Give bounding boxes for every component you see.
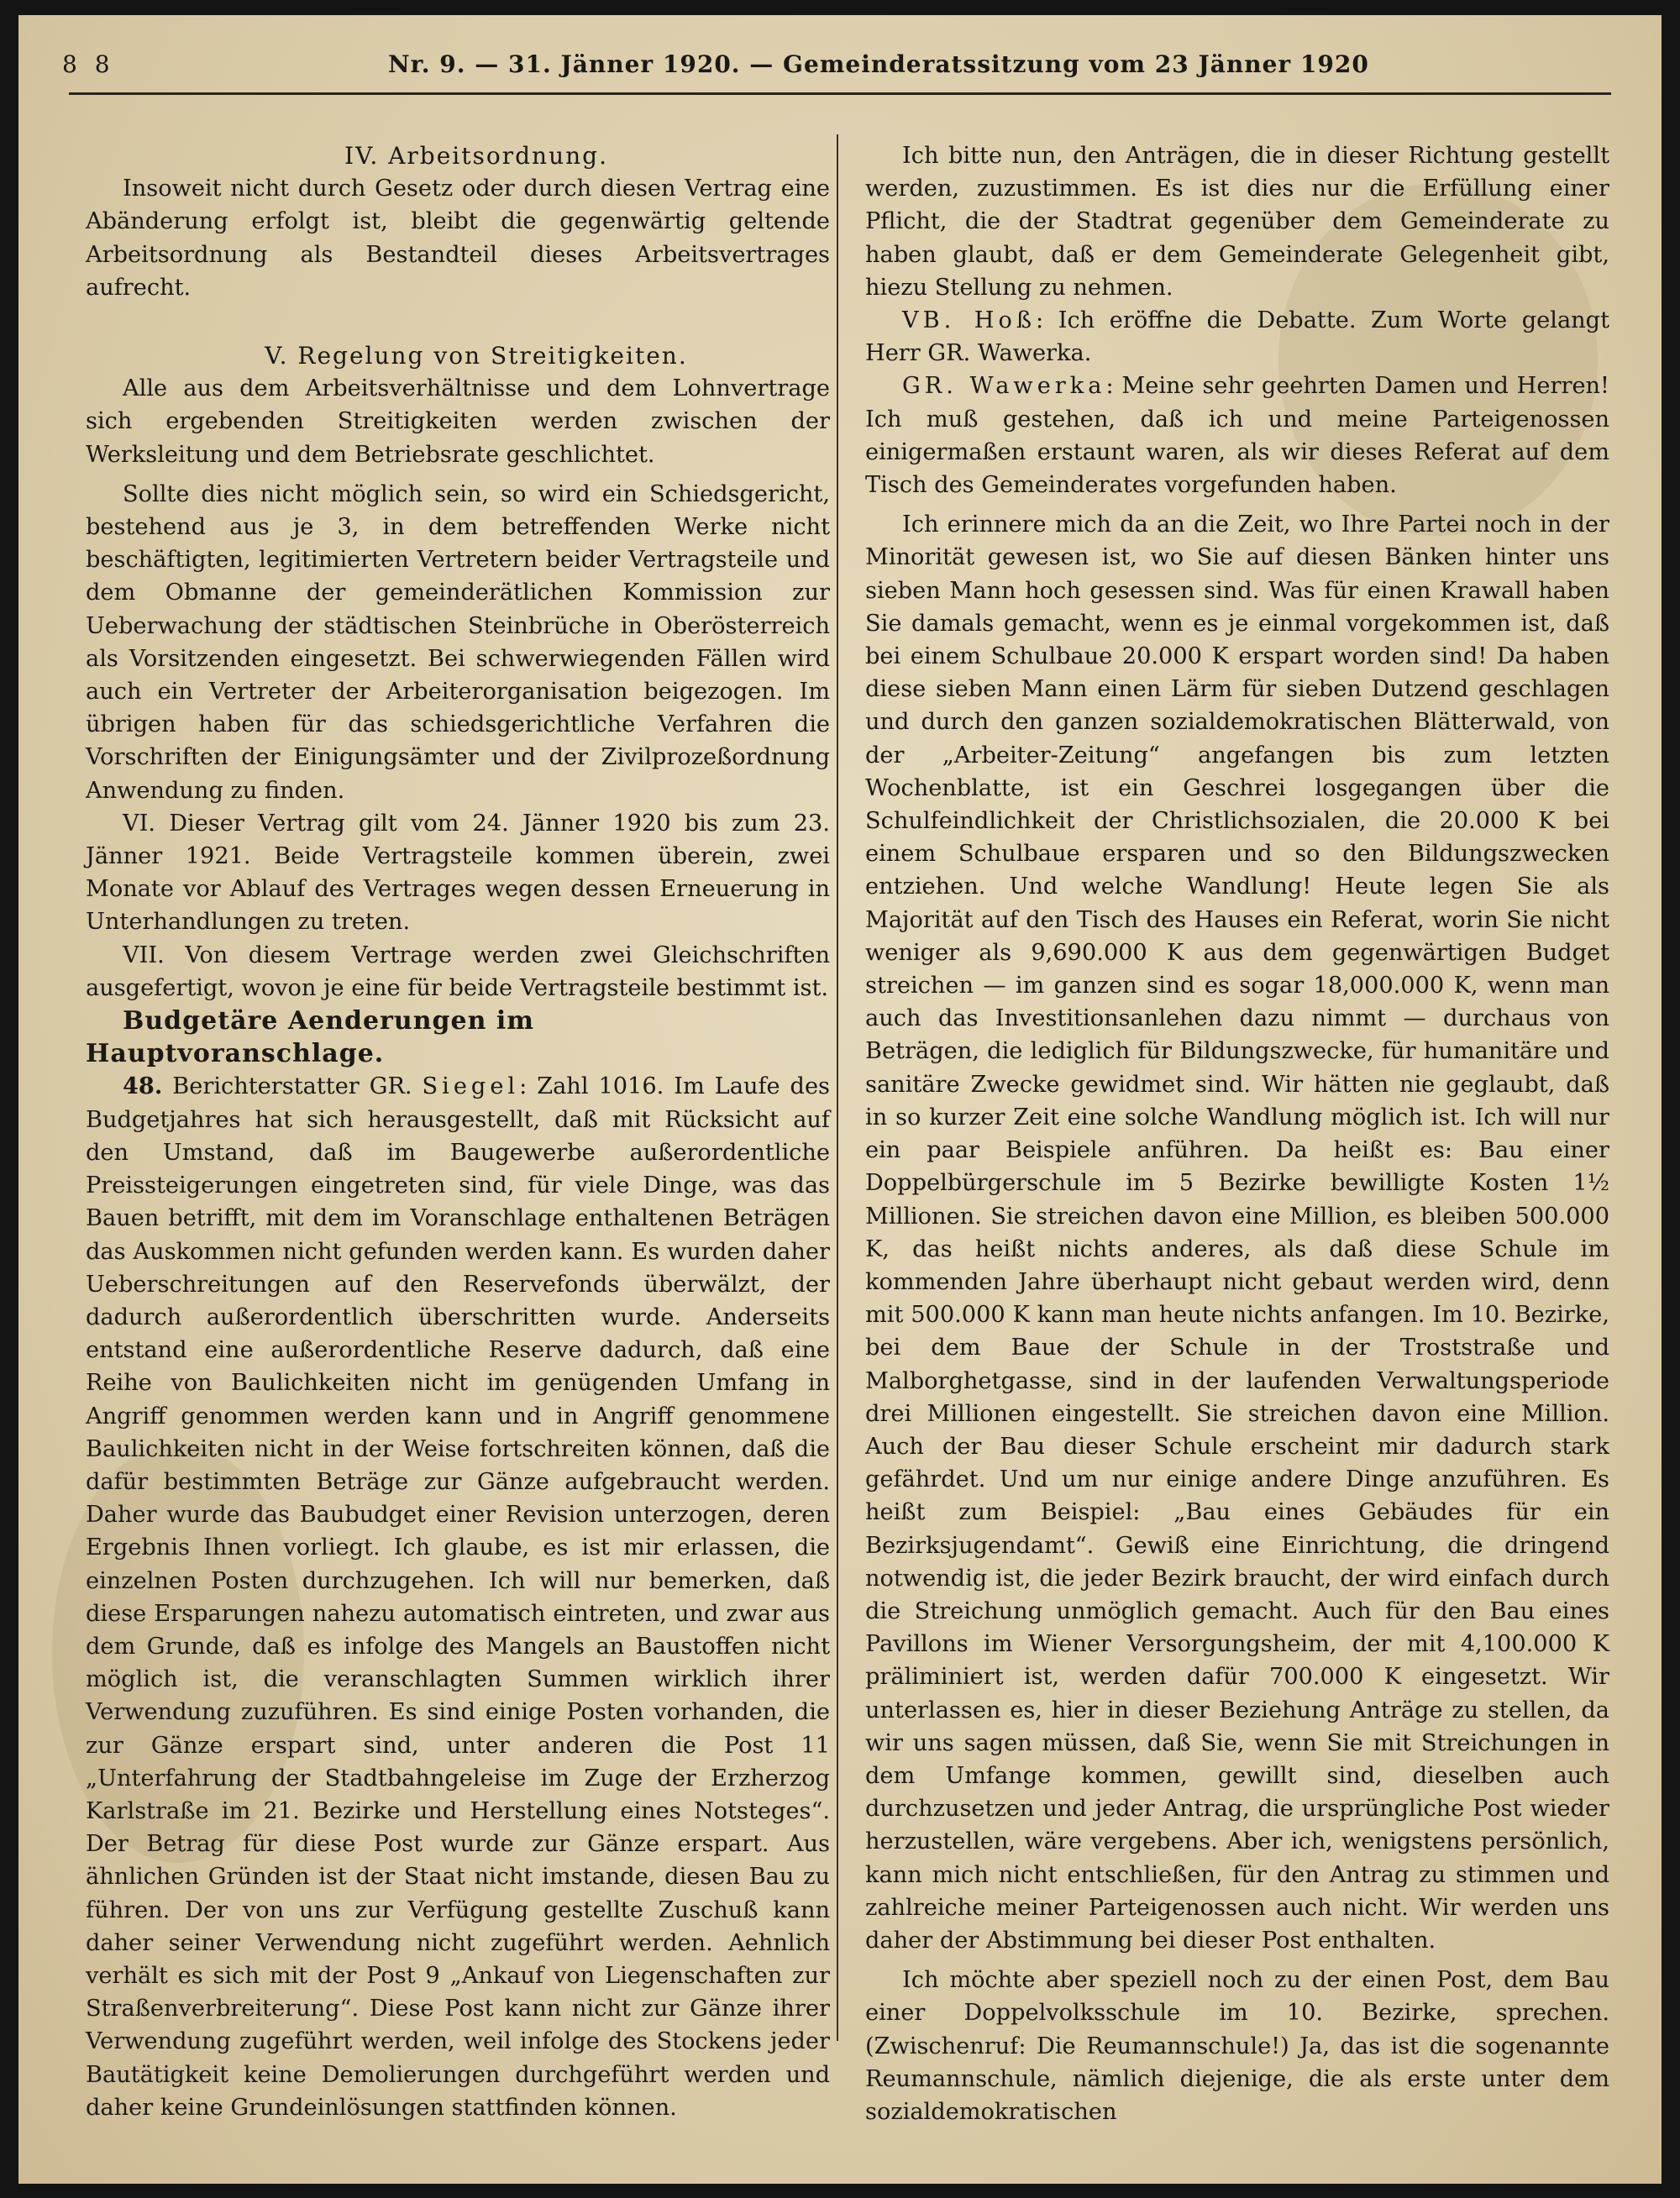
section-v-title: V. Regelung von Streitigkeiten. [265,342,688,370]
header-rule [69,92,1611,95]
section-vi-text: VI. Dieser Vertrag gilt vom 24. Jänner 1920 bis zum 23. Jänner 1921. Beide Vertragsteile kommen überein, zwei Monate vor Ablauf des Vertrages wegen dessen Erneuerung in Unterhandlungen zu treten. [86,810,830,936]
right-column [865,139,1609,2128]
right-paragraph-4: Ich erinnere mich da an die Zeit, wo Ihre Partei noch in der Minorität gewesen ist, wo Sie auf diesen Bänken hinter uns sieben Mann hoch gesessen sind. Was für einen Krawall haben Sie damals gemacht, wenn es je einmal vorgekommen ist, daß bei einem Schulbaue 20.000 K erspart worden sind! Da haben diese sieben Mann einen Lärm für sieben Dutzend geschlagen und durch den ganzen sozialdemokratischen Blätterwald, von der „Arbeiter-Zeitung“ angefangen bis zum letzten Wochenblatte, ist ein Geschrei losgegangen über die Schulfeindlichkeit der Christlichsozialen, die 20.000 K bei einem Schulbaue ersparen und so den Bildungszwecken entziehen. Und welche Wandlung! Heute legen Sie als Majorität auf den Tisch des Hauses ein Referat, worin Sie nicht weniger als 9,690.000 K aus dem gegenwärtigen Budget streichen — im ganzen sind es sogar 18,000.000 K, wenn man auch das Investitionsanlehen dazu nimmt — durchaus von Beträgen, die lediglich für Bildungszwecke, für humanitäre und sanitäre Zwecke gewidmet sind. Wir hätten nie geglaubt, daß in so kurzer Zeit eine solche Wandlung möglich ist. Ich will nur ein paar Beispiele anführen. Da heißt es: Bau einer Doppelbürgerschule im 5 Bezirke bewilligte Kosten 1½ Millionen. Sie streichen davon eine Million, es bleiben 500.000 K, das heißt nichts anderes, als daß diese Schule im kommenden Jahre überhaupt nicht gebaut werden wird, denn mit 500.000 K kann man heute nichts anfangen. Im 10. Bezirke, bei dem Baue der Schule in der Troststraße und Malborghetgasse, sind in der laufenden Verwaltungsperiode drei Millionen eingestellt. Sie streichen davon eine Million. Auch der Bau dieser Schule erscheint mir dadurch stark gefährdet. Und um nur einige andere Dinge anzuführen. Es heißt zum Beispiel: „Bau eines Gebäudes für ein Bezirksjugendamt“. Gewiß eine Einrichtung, die dringend notwendig ist, die jeder Bezirk braucht, der wird einfach durch die Streichung unmöglich gemacht. Auch für den Bau eines Pavillons im Wiener Versorgungsheim, der mit 4,100.000 K präliminiert ist, werden dafür 700.000 K eingesetzt. Wir unterlassen es, hier in dieser Beziehung Anträge zu stellen, da wir uns sagen müssen, daß Sie, wenn Sie mit Streichungen in dem Umfange kommen, gewillt sind, dieselben auch durchzusetzen und jeder Antrag, die ursprüngliche Post wieder herzustellen, wäre vergebens. Aber ich, wenigstens persönlich, kann mich nicht entschließen, für den Antrag zu stimmen und zahlreiche meiner Parteigenossen auch nicht. Wir werden uns daher der Abstimmung bei dieser Post enthalten. [865,511,1609,1954]
speech-text: : Meine sehr geehrten Damen und Herren! Ich muß gestehen, daß ich und meine Parteigenossen einigermaßen erstaunt waren, als wir dieses Referat auf dem Tisch des Gemeinderates vorgefunden haben. [865,373,1609,499]
left-column [86,139,830,2124]
item-48-paragraph [86,1070,830,2124]
right-paragraph-1: Ich bitte nun, den Anträgen, die in dieser Richtung gestellt werden, zuzustimmen. Es ist dies nur die Erfüllung einer Pflicht, die der Stadtrat gegenüber dem Gemeinderate zu haben glaubt, daß er dem Gemeinderate Gelegenheit gibt, hiezu Stellung zu nehmen. [865,143,1609,301]
speaker-name: GR. Wawerka [902,373,1106,400]
page-number: 8 8 [62,50,115,78]
right-paragraph-3 [865,370,1609,501]
section-iv-text: Insoweit nicht durch Gesetz oder durch diesen Vertrag eine Abänderung erfolgt ist, bleibt die gegenwärtig geltende Arbeitsordnung als Bestandteil dieses Arbeitsvertrages aufrecht. [86,176,830,301]
speaker-name: VB. Hoß [902,307,1037,334]
budget-heading: Budgetäre Aenderungen im Hauptvoranschlage. [86,1006,534,1069]
section-gap [86,304,830,339]
paragraph-gap [86,471,830,478]
item-intro: Berichterstatter GR. [162,1073,423,1100]
item-text: : Zahl 1016. Im Laufe des Budgetjahres hat sich herausgestellt, daß mit Rücksicht auf den Umstand, daß im Baugewerbe außerordentliche Preissteigerungen eingetreten sind, für viele Dinge, was das Bauen betrifft, mit dem im Voranschlage enthaltenen Beträgen das Auskommen nicht gefunden werden kann. Es wurden daher Ueberschreitungen auf den Reservefonds überwälzt, der dadurch außerordentlich überschritten wurde. Anderseits entstand eine außerordentliche Reserve dadurch, daß eine Reihe von Baulichkeiten nicht im genügenden Umfang in Angriff genommen werden kann und in Angriff genommene Baulichkeiten nicht in der Weise fortschreiten können, daß die dafür bestimmten Beträge zur Gänze aufgebraucht werden. Daher wurde das Baubudget einer Revision unterzogen, deren Ergebnis Ihnen vorliegt. Ich glaube, es ist mir erlassen, die einzelnen Posten durchzugehen. Ich will nur bemerken, daß diese Ersparungen nahezu automatisch eintreten, und zwar aus dem Grunde, daß es infolge des Mangels an Baustoffen nicht möglich ist, die veranschlagten Summen wirklich ihrer Verwendung zuzuführen. Es sind einige Posten vorhanden, die zur Gänze erspart sind, unter anderen die Post 11 „Unterfahrung der Stadtbahngeleise im Zuge der Erzherzog Karlstraße im 21. Bezirke und Herstellung eines Notsteges“. Der Betrag für diese Post wurde zur Gänze erspart. Aus ähnlichen Gründen ist der Staat nicht imstande, diesen Bau zu führen. Der von uns zur Verfügung gestellte Zuschuß kann daher seiner Verwendung nicht zugeführt werden. Aehnlich verhält es sich mit der Post 9 „Ankauf von Liegenschaften zur Straßenverbreiterung“. Diese Post kann nicht zur Gänze ihrer Verwendung zugeführt werden, weil infolge des Stockens jeder Bautätigkeit keine Demolierungen durchgeführt werden und daher keine Grundeinlösungen stattfinden können. [86,1073,830,2121]
section-v-paragraph-2: Sollte dies nicht möglich sein, so wird ein Schiedsgericht, bestehend aus je 3, in dem betreffenden Werke nicht beschäftigten, legitimierten Vertretern beider Vertragsteile und dem Obmanne der gemeinderätlichen Kommission zur Ueberwachung der städtischen Steinbrüche in Oberösterreich als Vorsitzenden eingesetzt. Bei schwerwiegenden Fällen wird auch ein Vertreter der Arbeiterorganisation beigezogen. Im übrigen haben für das schiedsgerichtliche Verfahren die Vorschriften der Einigungsämter und der Zivilprozeßordnung Anwendung zu finden. [86,480,830,804]
item-number: 48. [123,1073,163,1100]
item-speaker: Siegel [422,1073,520,1100]
right-paragraph-5: Ich möchte aber speziell noch zu der einen Post, dem Bau einer Doppelvolksschule im 10. Bezirke, sprechen. (Zwischenruf: Die Reumannschule!) Ja, das ist die sogenannte Reumannschule, nämlich diejenige, die als erste unter dem sozialdemokratischen [865,1967,1609,2125]
page-header [18,50,1662,92]
section-iv-title: IV. Arbeitsordnung. [344,142,608,170]
newspaper-page [18,15,1662,2184]
column-divider [837,134,838,2041]
section-v-paragraph-1: Alle aus dem Arbeitsverhältnisse und dem Lohnvertrage sich ergebenden Streitigkeiten werden zwischen der Werksleitung und dem Betriebsrate geschlichtet. [86,375,830,468]
paragraph-gap [865,1957,1609,1964]
running-head: Nr. 9. — 31. Jänner 1920. — Gemeinderatssitzung vom 23 Jänner 1920 [388,50,1369,78]
paragraph-gap [865,501,1609,508]
section-vii-text: VII. Von diesem Vertrage werden zwei Gleichschriften ausgefertigt, wovon je eine für beide Vertragsteile bestimmt ist. [86,942,830,1001]
right-paragraph-2 [865,304,1609,370]
speech-text: : Ich eröffne die Debatte. Zum Worte gelangt Herr GR. Wawerka. [865,307,1610,367]
